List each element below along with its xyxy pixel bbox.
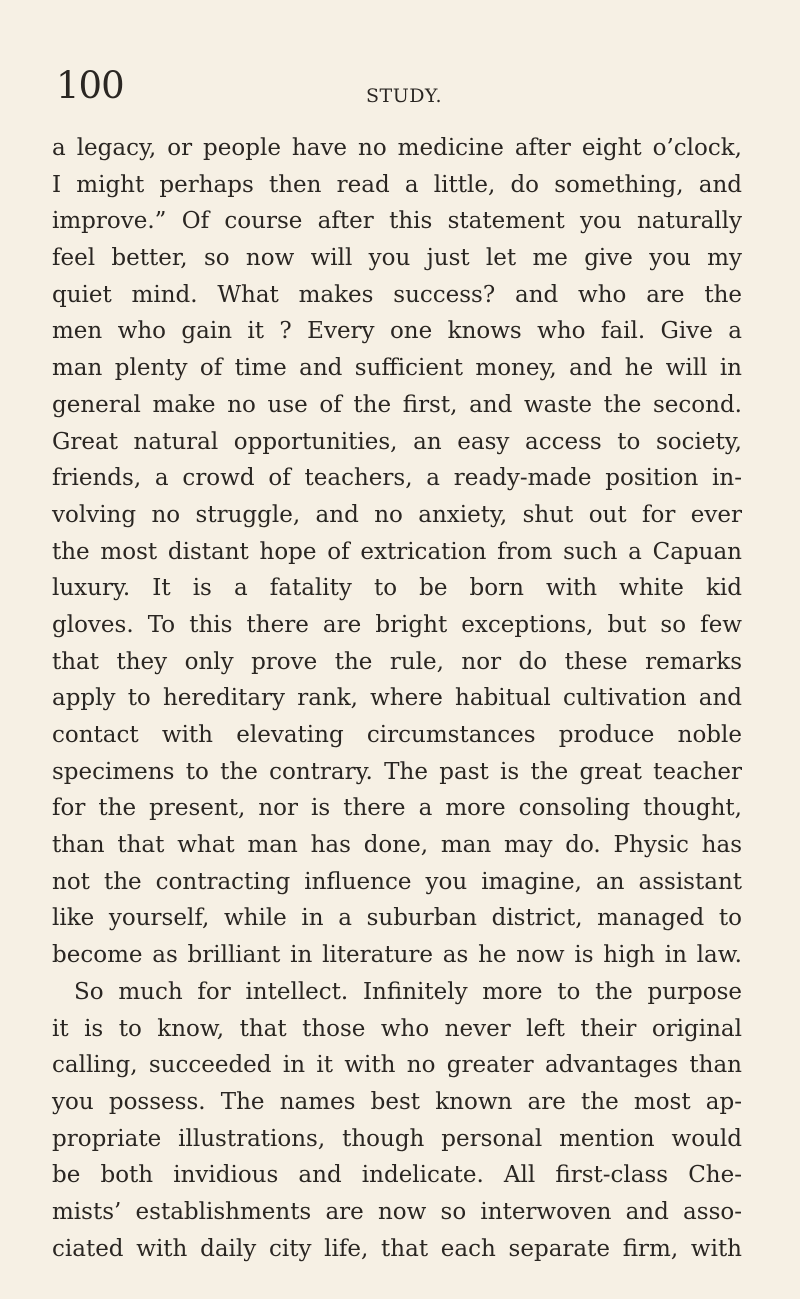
text-line: than that what man has done, man may do. Physic has (52, 832, 742, 859)
text-line: gloves. To this there are bright exceptions, but so few (52, 611, 742, 638)
body-text (52, 130, 742, 1267)
text-line: man plenty of time and sufficient money, and he will in (52, 355, 742, 382)
text-line: like yourself, while in a suburban district, managed to (52, 905, 742, 932)
text-line: it is to know, that those who never left their original (52, 1015, 742, 1042)
text-line: general make no use of the first, and waste the second. (52, 391, 742, 418)
text-line: men who gain it ? Every one knows who fail. Give a (52, 318, 742, 345)
text-line: Great natural opportunities, an easy access to society, (52, 428, 742, 455)
text-line: you possess. The names best known are the most ap- (52, 1088, 742, 1115)
text-line: So much for intellect. Infinitely more to the purpose (74, 978, 742, 1005)
text-line: luxury. It is a fatality to be born with white kid (52, 575, 742, 602)
text-line: that they only prove the rule, nor do these remarks (52, 648, 742, 675)
text-line: friends, a crowd of teachers, a ready-made position in- (52, 465, 742, 492)
text-line: calling, succeeded in it with no greater advantages than (52, 1052, 742, 1079)
text-line: mists’ establishments are now so interwoven and asso- (52, 1198, 742, 1225)
text-line: for the present, nor is there a more consoling thought, (52, 795, 742, 822)
text-line: improve.” Of course after this statement you naturally (52, 208, 742, 235)
page-number: 100 (56, 64, 124, 107)
text-line: contact with elevating circumstances produce noble (52, 722, 742, 748)
text-line: apply to hereditary rank, where habitual cultivation and (52, 685, 742, 712)
text-line: be both invidious and indelicate. All first-class Che- (52, 1162, 742, 1189)
text-line: quiet mind. What makes success? and who are the (52, 281, 742, 308)
text-line: volving no struggle, and no anxiety, shut out for ever (52, 501, 742, 528)
text-line: feel better, so now will you just let me give you my (52, 245, 742, 272)
text-line: the most distant hope of extrication from such a Capuan (52, 538, 742, 565)
text-line: I might perhaps then read a little, do something, and (52, 171, 742, 198)
text-line: ciated with daily city life, that each separate firm, with (52, 1235, 742, 1262)
text-line: not the contracting influence you imagine, an assistant (52, 868, 742, 895)
text-line: a legacy, or people have no medicine after eight o’clock, (52, 135, 742, 161)
running-head: STUDY. (366, 85, 443, 107)
text-line: become as brilliant in literature as he now is high in law. (52, 942, 742, 969)
text-line: specimens to the contrary. The past is the great teacher (52, 758, 742, 785)
text-line: propriate illustrations, though personal mention would (52, 1125, 742, 1152)
